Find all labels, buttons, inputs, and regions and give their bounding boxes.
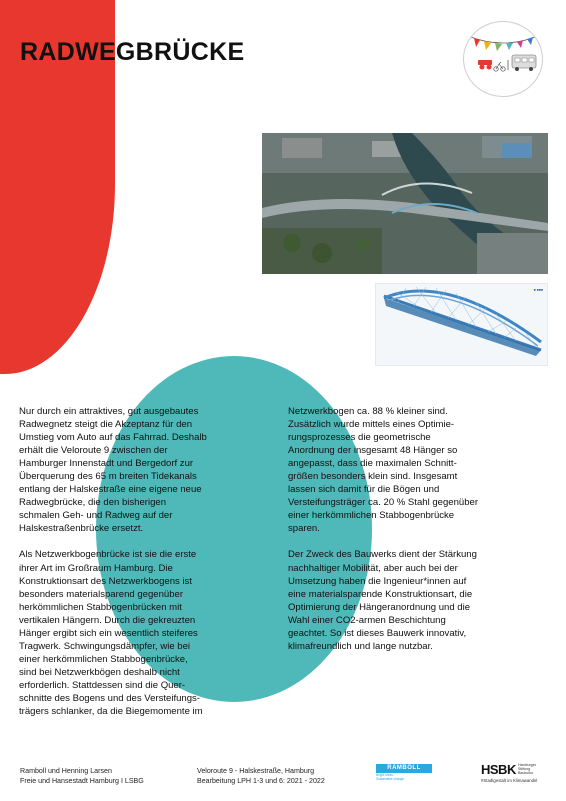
page-title: RADWEGBRÜCKE [20, 38, 245, 66]
paragraph: Als Netzwerkbogenbrücke ist sie die erste ihrer Art im Großraum Hamburg. Die Konstruktionsart des Netzwerkbogens ist besonders materialsparend gegenüber herkömmlichen Stabbogenbrücken mit vertikalen Hängern. Durch die gekreuzten Hänger ergibt sich ein wesentlich steiferes Tragwerk. Schwingungsdämpfer, wie bei einer herkömmlichen Stabbogenbrücke, sind bei Netzwerkbögen deshalb nicht erforderlich. Stattdessen sind die Quer- schnitte des Bogens und des Versteifungs- trägers schlanker, da die Biegemomente im [19, 549, 203, 718]
body-text-left [19, 405, 271, 731]
aerial-photo [262, 133, 548, 274]
bridge-render [375, 283, 548, 366]
paragraph: Nur durch ein attraktives, gut ausgebautes Radwegnetz steigt die Akzeptanz für den Umstieg vom Auto auf das Fahrrad. Deshalb erhält die Veloroute 9 zwischen der Hamburger Innenstadt und Bergedorf zur Überquerung des 65 m breiten Tidekanals entlang der Halskestraße eine eigene neue Radwegbrücke, die den bisherigen schmalen Geh- und Radweg auf der Halskestraßenbrücke ersetzt. [19, 406, 207, 535]
ramboll-name: RAMBOLL [376, 764, 432, 773]
body-text-right [288, 405, 540, 666]
logo-icon [463, 21, 543, 97]
ramboll-tagline: Bright ideas. Sustainable change. [376, 773, 405, 781]
hsbk-logo [481, 762, 553, 786]
hsbk-hashtag: #Stadtgestalt im Klimawandel [481, 778, 538, 783]
paragraph: Netzwerkbogen ca. 88 % kleiner sind. Zusätzlich wurde mittels eines Optimie- rungsprozesses die geometrische Anordnung der insgesamt 48 Hänger so angepasst, dass die maximalen Schnitt- größen besonders klein sind. Insgesamt lassen sich damit für die Bögen und Versteifungsträger ca. 20 % Stahl gegenüber einer herkömmlichen Stabbogenbrücke sparen. [288, 406, 479, 535]
hsbk-mark: HSBK [481, 762, 516, 777]
ramboll-logo [376, 764, 434, 782]
footer-credits: Ramboll und Henning Larsen Freie und Hansestadt Hamburg I LSBG [20, 767, 144, 786]
hsbk-description: Hamburger Stiftung Baukultur [518, 763, 536, 776]
render-logo-icon: ■ ■■■ [533, 288, 543, 292]
paragraph: Der Zweck des Bauwerks dient der Stärkung nachhaltiger Mobilität, aber auch bei der Umsetzung haben die Ingenieur*innen auf eine materialsparende Konstruktionsart, die Optimierung der Hängeranordnung und die Wahl einer CO2-armen Beschichtung geachtet. So ist dieses Bauwerk innovativ, klimafreundlich und lange nutzbar. [288, 549, 477, 652]
footer-project: Veloroute 9 - Halskestraße, Hamburg Bearbeitung LPH 1-3 und 6: 2021 - 2022 [197, 767, 325, 786]
